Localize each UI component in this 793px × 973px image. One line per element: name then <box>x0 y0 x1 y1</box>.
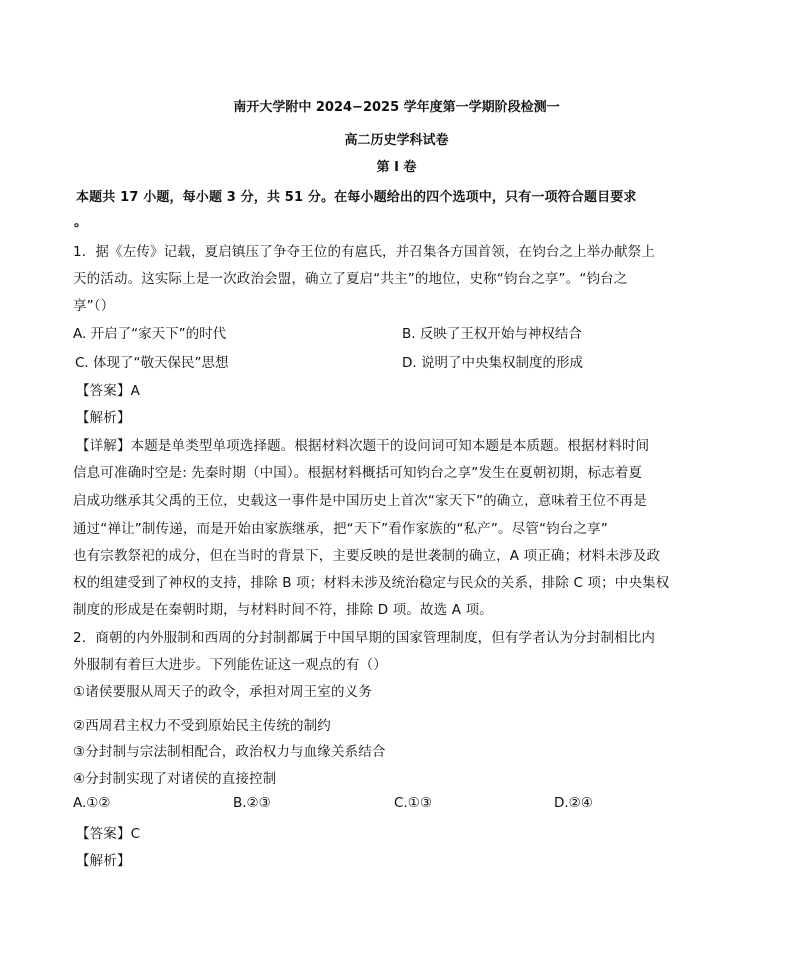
q1-option-b: B. 反映了王权开始与神权结合 <box>402 326 582 342</box>
q1-detail-line-5: 也有宗教祭祀的成分，但在当时的背景下，主要反映的是世袭制的确立，A 项正确；材料未涉及政 <box>73 548 661 564</box>
q2-statement-1: ①诸侯要服从周天子的政令，承担对周王室的义务 <box>73 684 372 700</box>
q2-option-b: B.②③ <box>233 795 271 811</box>
q1-detail-line-7: 制度的形成是在秦朝时期，与材料时间不符，排除 D 项。故选 A 项。 <box>73 602 493 618</box>
q1-stem-line-2: 天的活动。这实际上是一次政治会盟，确立了夏启“共主”的地位，史称“钧台之享”。“钧台之 <box>73 271 628 287</box>
q2-stem-line-2: 外服制有着巨大进步。下列能佐证这一观点的有（） <box>73 657 387 673</box>
q1-stem-line-1: 1．据《左传》记载，夏启镇压了争夺王位的有扈氏，并召集各方国首领，在钧台之上举办献祭上 <box>73 244 656 260</box>
q2-option-d: D.②④ <box>554 795 593 811</box>
q2-answer: 【答案】C <box>76 826 141 842</box>
q1-detail-line-2: 信息可准确时空是: 先秦时期（中国）。根据材料概括可知钧台之享”发生在夏朝初期，标志着夏 <box>73 465 643 481</box>
q2-analysis-label: 【解析】 <box>76 853 131 869</box>
q1-analysis-label: 【解析】 <box>76 410 131 426</box>
q1-stem-line-3: 享”（） <box>73 298 115 314</box>
q2-stem-line-1: 2．商朝的内外服制和西周的分封制都属于中国早期的国家管理制度，但有学者认为分封制相比内 <box>73 630 656 646</box>
exam-subtitle: 高二历史学科试卷 <box>344 133 449 148</box>
q2-statement-3: ③分封制与宗法制相配合，政治权力与血缘关系结合 <box>73 744 386 760</box>
volume-label: 第 I 卷 <box>376 160 417 175</box>
exam-title: 南开大学附中 2024−2025 学年度第一学期阶段检测一 <box>233 100 560 115</box>
q2-statement-2: ②西周君主权力不受到原始民主传统的制约 <box>73 718 331 734</box>
q1-detail-line-6: 权的组建受到了神权的支持，排除 B 项；材料未涉及统治稳定与民众的关系，排除 C 项；中央集权 <box>73 575 670 591</box>
instructions-line-1: 本题共 17 小题，每小题 3 分，共 51 分。在每小题给出的四个选项中，只有一项符合题目要求 <box>76 190 637 205</box>
q1-detail-line-1: 【详解】本题是单类型单项选择题。根据材料次题干的设问词可知本题是本质题。根据材料时间 <box>76 438 650 454</box>
q1-option-c: C. 体现了“敬天保民”思想 <box>75 355 229 371</box>
q1-detail-line-3: 启成功继承其父禹的王位，史载这一事件是中国历史上首次“家天下”的确立，意味着王位不再是 <box>73 493 647 509</box>
instructions-line-2: 。 <box>74 214 88 230</box>
q1-option-d: D. 说明了中央集权制度的形成 <box>402 355 583 371</box>
q1-answer: 【答案】A <box>76 383 140 399</box>
q1-detail-line-4: 通过“禅让”制传递，而是开始由家族继承，把“天下”看作家族的“私产”。尽管“钧台之享” <box>73 521 608 537</box>
q2-option-a: A.①② <box>73 795 111 811</box>
q2-statement-4: ④分封制实现了对诸侯的直接控制 <box>73 771 277 787</box>
q1-option-a: A. 开启了“家天下”的时代 <box>73 326 227 342</box>
q2-option-c: C.①③ <box>394 795 432 811</box>
